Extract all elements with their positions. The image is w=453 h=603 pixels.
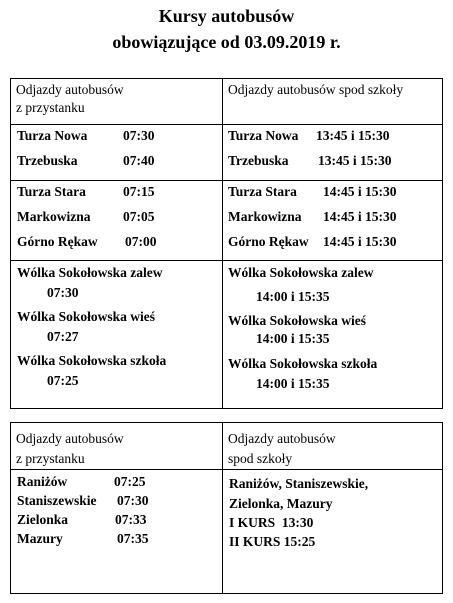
schedule-table-secondary	[10, 422, 443, 594]
list-item	[11, 512, 222, 531]
group3-left-cell	[11, 261, 223, 409]
stop-name: Górno Rękaw	[228, 234, 309, 249]
group2-right-cell	[223, 181, 443, 261]
group1-left-cell	[11, 125, 223, 181]
stops-line1: Raniżów, Staniszewskie,	[229, 476, 369, 491]
stop-name: Turza Stara	[228, 184, 297, 199]
header-right-cell	[223, 423, 443, 470]
stop-name: Wólka Sokołowska wieś	[228, 313, 367, 328]
stop-name: Turza Stara	[17, 184, 86, 199]
departure-time: 07:25	[114, 474, 146, 489]
header-right-cell	[223, 79, 443, 125]
list-item	[223, 181, 442, 206]
list-item	[11, 181, 222, 206]
table-header-row	[11, 79, 443, 125]
list-item	[11, 125, 222, 150]
bottom-right-cell	[223, 470, 443, 594]
schedule-table-main	[10, 78, 443, 409]
stop-name: Turza Nowa	[228, 128, 299, 143]
departure-time: 14:00 i 15:35	[256, 376, 330, 391]
stop-name: Wólka Sokołowska szkoła	[17, 353, 167, 368]
departure-time: 13:45 i 15:30	[316, 128, 390, 143]
stop-name: Markowizna	[17, 209, 91, 224]
departure-time: 07:27	[47, 329, 79, 344]
group2-left-cell	[11, 181, 223, 261]
departure-time: 07:30	[117, 493, 149, 508]
page-subtitle: obowiązujące od 03.09.2019 r.	[112, 32, 341, 52]
departure-time: 07:15	[123, 184, 155, 199]
departure-time: 14:00 i 15:35	[256, 289, 330, 304]
departure-time: 07:30	[47, 285, 79, 300]
stop-name: Markowizna	[228, 209, 302, 224]
departure-time: 07:30	[123, 128, 155, 143]
stop-name: Zielonka	[17, 512, 69, 527]
course-1: I KURS 13:30	[229, 515, 314, 530]
list-item	[11, 531, 222, 550]
header-right-line: Odjazdy autobusów spod szkoły	[228, 82, 404, 97]
departure-time: 07:00	[125, 234, 157, 249]
departure-time: 07:25	[47, 373, 79, 388]
stop-name: Wólka Sokołowska wieś	[17, 309, 156, 324]
departure-time: 07:05	[123, 209, 155, 224]
stop-name: Turza Nowa	[17, 128, 88, 143]
table-row	[11, 125, 443, 181]
header-left-line2: z przystanku	[16, 451, 85, 466]
departure-time: 07:40	[123, 153, 155, 168]
list-item	[11, 231, 222, 256]
departure-time: 13:45 i 15:30	[318, 153, 392, 168]
list-item	[11, 474, 222, 493]
list-item	[223, 150, 442, 175]
course-2: II KURS 15:25	[229, 534, 316, 549]
table-row	[11, 181, 443, 261]
stop-name: Wólka Sokołowska szkoła	[228, 356, 378, 371]
header-right-line1: Odjazdy autobusów	[228, 431, 336, 446]
page-title: Kursy autobusów	[158, 6, 295, 26]
header-right-line2: spod szkoły	[228, 451, 293, 466]
list-item	[223, 231, 442, 256]
header-left-line2: z przystanku	[16, 100, 85, 115]
header-left-line1: Odjazdy autobusów	[16, 82, 124, 97]
stop-name: Górno Rękaw	[17, 234, 98, 249]
stop-name: Wólka Sokołowska zalew	[228, 265, 374, 280]
list-item	[11, 206, 222, 231]
list-item	[223, 125, 442, 150]
stop-name: Trzebuska	[228, 153, 289, 168]
stop-name: Mazury	[17, 531, 63, 546]
list-item	[223, 206, 442, 231]
departure-time: 07:33	[115, 512, 147, 527]
departure-time: 07:35	[117, 531, 149, 546]
bottom-left-cell	[11, 470, 223, 594]
departure-time: 14:00 i 15:35	[256, 331, 330, 346]
departure-time: 14:45 i 15:30	[323, 234, 397, 249]
stop-name: Staniszewskie	[17, 493, 97, 508]
stops-line2: Zielonka, Mazury	[229, 496, 333, 511]
departure-time: 14:45 i 15:30	[323, 184, 397, 199]
header-left-line1: Odjazdy autobusów	[16, 431, 124, 446]
stop-name: Raniżów	[17, 474, 68, 489]
stop-name: Trzebuska	[17, 153, 78, 168]
group3-right-cell	[223, 261, 443, 409]
header-left-cell	[11, 79, 223, 125]
header-left-cell	[11, 423, 223, 470]
table-row	[11, 470, 443, 594]
table-row	[11, 261, 443, 409]
group1-right-cell	[223, 125, 443, 181]
departure-time: 14:45 i 15:30	[323, 209, 397, 224]
list-item	[11, 150, 222, 175]
list-item	[11, 493, 222, 512]
stop-name: Wólka Sokołowska zalew	[17, 265, 163, 280]
table-header-row	[11, 423, 443, 470]
